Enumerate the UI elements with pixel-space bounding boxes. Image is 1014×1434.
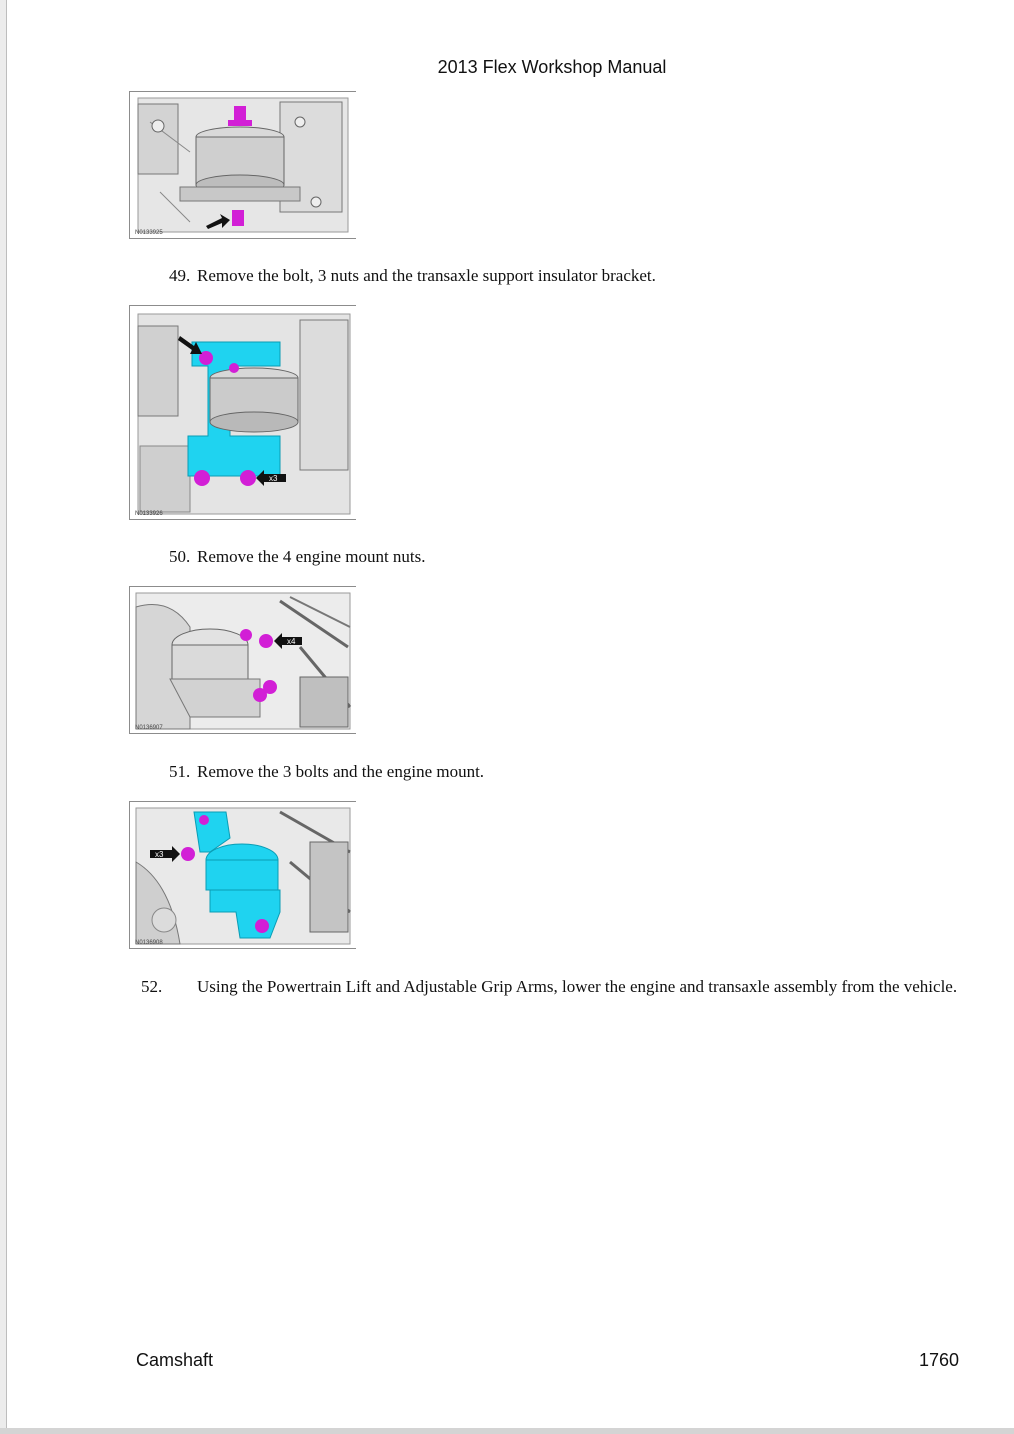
step-text: Remove the 4 engine mount nuts.	[197, 547, 426, 566]
nut-highlight	[253, 688, 267, 702]
step-51	[169, 761, 959, 783]
step-52	[141, 976, 987, 998]
page-header-title: 2013 Flex Workshop Manual	[437, 57, 667, 77]
nut-highlight	[240, 629, 252, 641]
figure-id-label: N0133925	[135, 230, 163, 236]
figure-N0136907	[129, 586, 356, 734]
bolt-highlight	[181, 847, 195, 861]
footer-page-number: 1760	[918, 1350, 959, 1370]
step-text: Remove the 3 bolts and the engine mount.	[197, 762, 485, 781]
callout-count: x3	[155, 850, 164, 859]
step-text: Using the Powertrain Lift and Adjustable Grip Arms, lower the engine and transaxle assembly from the vehicle.	[197, 977, 958, 996]
insulator-bracket-illustration	[130, 306, 356, 519]
step-number: 50.	[169, 547, 191, 566]
figure-N0136908	[129, 801, 356, 949]
nut-highlight	[240, 470, 256, 486]
nut-highlight	[229, 363, 239, 373]
step-number: 49.	[169, 266, 191, 285]
figure-id-label: N0136908	[135, 940, 163, 946]
step-number: 52.	[141, 977, 163, 996]
step-text: Remove the bolt, 3 nuts and the transaxle support insulator bracket.	[197, 266, 656, 285]
manual-page	[6, 0, 1014, 1428]
nut-highlight	[259, 634, 273, 648]
footer-section-name: Camshaft	[136, 1350, 214, 1370]
step-50	[169, 546, 959, 568]
figure-id-label: N0133926	[135, 511, 163, 517]
callout-count: x3	[269, 474, 278, 483]
figure-id-label: N0136907	[135, 725, 163, 731]
figure-N0133925	[129, 91, 356, 239]
step-49	[169, 265, 959, 287]
nut-highlight	[232, 210, 244, 226]
engine-mount-removal-illustration	[130, 802, 356, 948]
nut-highlight	[194, 470, 210, 486]
callout-count: x4	[287, 637, 296, 646]
figure-N0133926	[129, 305, 356, 520]
bolt-highlight	[199, 815, 209, 825]
step-number: 51.	[169, 762, 191, 781]
page-bottom-edge	[0, 1428, 1014, 1434]
bolt-highlight	[255, 919, 269, 933]
engine-mount-nuts-illustration	[130, 587, 356, 733]
engine-mount-illustration-1	[130, 92, 356, 238]
